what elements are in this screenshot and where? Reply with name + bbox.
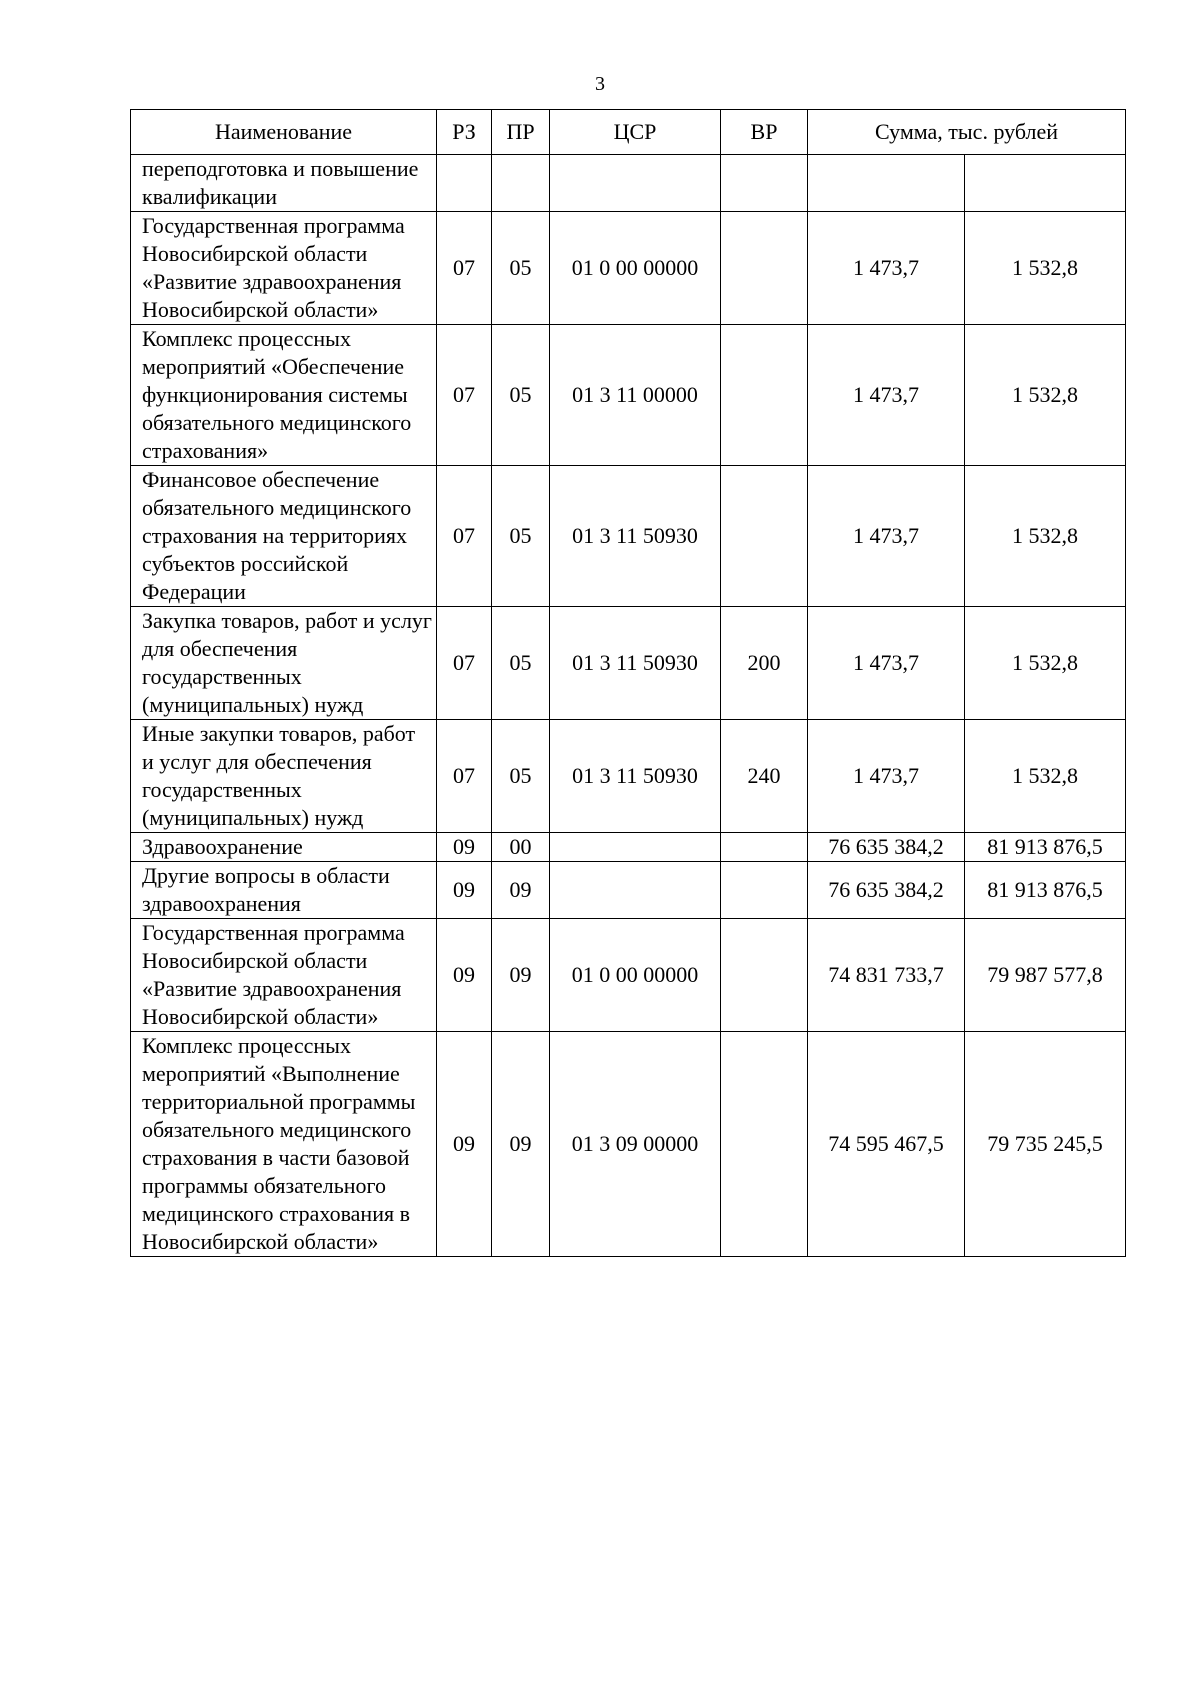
header-name: Наименование [131,110,437,155]
row-csr: 01 0 00 00000 [550,212,721,325]
row-sum-1: 1 473,7 [808,720,965,833]
row-name: Государственная программа Новосибирской области «Развитие здравоохранения Новосибирской области» [131,919,437,1032]
row-sum-2: 1 532,8 [965,212,1126,325]
row-csr: 01 3 11 50930 [550,607,721,720]
row-name: Другие вопросы в области здравоохранения [131,862,437,919]
header-pr: ПР [492,110,550,155]
row-vr: 200 [721,607,808,720]
header-vr: ВР [721,110,808,155]
row-pr [492,155,550,212]
row-name: Закупка товаров, работ и услуг для обеспечения государственных (муниципальных) нужд [131,607,437,720]
row-csr: 01 3 11 00000 [550,325,721,466]
row-name: Государственная программа Новосибирской области «Развитие здравоохранения Новосибирской области» [131,212,437,325]
row-pr: 00 [492,833,550,862]
budget-table [130,109,1126,1257]
header-rz: РЗ [437,110,492,155]
row-pr: 09 [492,862,550,919]
row-vr [721,833,808,862]
header-row [131,110,1126,155]
row-pr: 05 [492,720,550,833]
row-sum-1 [808,155,965,212]
page-number: 3 [595,73,605,95]
row-name: Комплекс процессных мероприятий «Выполнение территориальной программы обязательного медицинского страхования в части базовой программы обязательного медицинского страхования в Новосибирской области» [131,1032,437,1257]
row-csr: 01 3 11 50930 [550,720,721,833]
row-vr: 240 [721,720,808,833]
row-sum-1: 76 635 384,2 [808,862,965,919]
table-row [131,1032,1126,1257]
row-sum-2: 1 532,8 [965,325,1126,466]
row-csr [550,862,721,919]
row-sum-2: 79 987 577,8 [965,919,1126,1032]
row-pr: 05 [492,466,550,607]
row-pr: 09 [492,1032,550,1257]
row-rz [437,155,492,212]
table-row [131,466,1126,607]
row-vr [721,212,808,325]
row-csr: 01 3 09 00000 [550,1032,721,1257]
header-csr: ЦСР [550,110,721,155]
row-csr: 01 3 11 50930 [550,466,721,607]
row-name: Здравоохранение [131,833,437,862]
table-row [131,212,1126,325]
row-sum-2: 81 913 876,5 [965,862,1126,919]
table-row [131,325,1126,466]
row-rz: 07 [437,325,492,466]
row-sum-1: 1 473,7 [808,466,965,607]
row-sum-2: 79 735 245,5 [965,1032,1126,1257]
row-rz: 07 [437,607,492,720]
row-vr [721,862,808,919]
row-rz: 09 [437,919,492,1032]
row-sum-2 [965,155,1126,212]
row-csr [550,833,721,862]
row-sum-2: 81 913 876,5 [965,833,1126,862]
table-row [131,833,1126,862]
row-rz: 07 [437,212,492,325]
table-row [131,607,1126,720]
row-vr [721,1032,808,1257]
row-pr: 09 [492,919,550,1032]
row-vr [721,325,808,466]
row-vr [721,466,808,607]
table-row [131,155,1126,212]
table-row [131,720,1126,833]
row-csr: 01 0 00 00000 [550,919,721,1032]
row-rz: 07 [437,466,492,607]
row-sum-1: 1 473,7 [808,607,965,720]
row-rz: 09 [437,833,492,862]
row-sum-2: 1 532,8 [965,466,1126,607]
row-rz: 09 [437,862,492,919]
row-sum-1: 74 595 467,5 [808,1032,965,1257]
row-name: Финансовое обеспечение обязательного медицинского страхования на территориях субъектов российской Федерации [131,466,437,607]
row-rz: 07 [437,720,492,833]
row-name: переподготовка и повышение квалификации [131,155,437,212]
row-sum-2: 1 532,8 [965,607,1126,720]
row-name: Иные закупки товаров, работ и услуг для обеспечения государственных (муниципальных) нужд [131,720,437,833]
row-sum-1: 1 473,7 [808,212,965,325]
row-csr [550,155,721,212]
row-vr [721,155,808,212]
row-pr: 05 [492,325,550,466]
row-name: Комплекс процессных мероприятий «Обеспечение функционирования системы обязательного медицинского страхования» [131,325,437,466]
row-sum-1: 74 831 733,7 [808,919,965,1032]
row-pr: 05 [492,607,550,720]
table-row [131,862,1126,919]
row-pr: 05 [492,212,550,325]
header-sum: Сумма, тыс. рублей [808,110,1126,155]
row-vr [721,919,808,1032]
row-sum-2: 1 532,8 [965,720,1126,833]
table-row [131,919,1126,1032]
row-rz: 09 [437,1032,492,1257]
row-sum-1: 1 473,7 [808,325,965,466]
row-sum-1: 76 635 384,2 [808,833,965,862]
